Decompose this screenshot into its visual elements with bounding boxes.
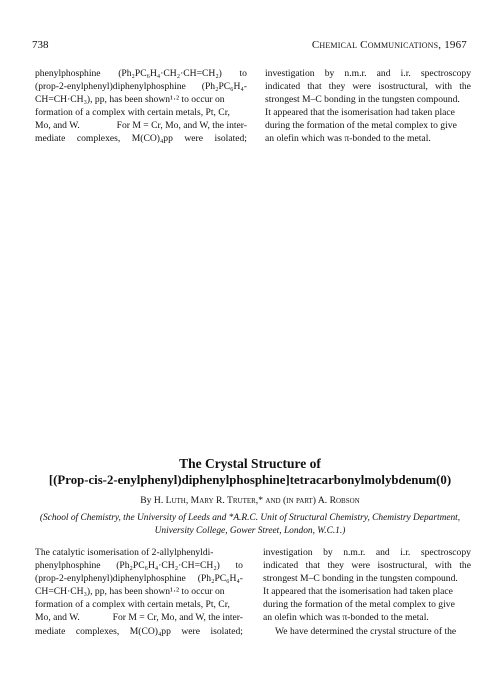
text-line: indicated that they were isostructural, with the <box>263 560 471 572</box>
article-title-line-2: [(Prop-cis-2-enylphenyl)diphenylphosphine]tetracarbonylmolybdenum(0) <box>48 473 452 487</box>
text-line: It appeared that the isomerisation had taken place <box>265 107 455 119</box>
text-line: during the formation of the metal complex to give <box>265 120 457 132</box>
text-line: an olefin which was π-bonded to the metal. <box>263 612 429 624</box>
author-byline <box>0 495 500 506</box>
text-line: strongest M–C bonding in the tungsten compound. <box>265 94 460 106</box>
text-line: indicated that they were isostructural, with the <box>265 81 471 93</box>
text-line: (prop-2-enylphenyl)diphenylphosphine (Ph₂PC₆H₄- <box>35 81 247 93</box>
body-right-column <box>263 546 471 638</box>
text-line: strongest M–C bonding in the tungsten compound. <box>263 573 458 585</box>
affiliation-line-1: (School of Chemistry, the University of Leeds and *A.R.C. Unit of Structural Chemistry, Chemistry Department, <box>39 513 461 523</box>
top-right-text-column <box>265 67 471 146</box>
text-line: phenylphosphine (Ph₂PC₆H₄·CH₂·CH=CH₂) to <box>35 68 247 79</box>
text-line: phenylphosphine (Ph₂PC₆H₄·CH₂·CH=CH₂) to <box>35 560 243 572</box>
text-line: We have determined the crystal structure of the <box>275 625 457 637</box>
text-line: CH=CH·CH₃), pp, has been shown¹·² to occur on <box>35 94 225 106</box>
body-left-column <box>35 546 243 638</box>
text-line: It appeared that the isomerisation had taken place <box>263 586 453 598</box>
author-affiliation <box>28 512 472 538</box>
text-line: (prop-2-enylphenyl)diphenylphosphine (Ph₂PC₆H₄- <box>35 573 243 585</box>
article-title-line-1: The Crystal Structure of <box>179 456 321 471</box>
top-left-text-column <box>35 67 247 146</box>
affiliation-line-2: University College, Gower Street, London, W.C.1.) <box>154 526 346 536</box>
text-line: formation of a complex with certain metals, Pt, Cr, <box>35 107 230 119</box>
text-line: investigation by n.m.r. and i.r. spectroscopy <box>265 68 471 79</box>
text-line: during the formation of the metal complex to give <box>263 599 455 611</box>
text-line: Mo, and W. For M = Cr, Mo, and W, the inter- <box>35 120 247 132</box>
byline-prefix: By <box>140 495 152 506</box>
journal-running-head: Chemical Communications, 1967 <box>311 39 467 51</box>
text-line: formation of a complex with certain metals, Pt, Cr, <box>35 599 230 611</box>
text-line: mediate complexes, M(CO)₄pp were isolated; <box>35 133 247 145</box>
text-line: Mo, and W. For M = Cr, Mo, and W, the inter- <box>35 612 243 624</box>
page-number: 738 <box>32 39 49 51</box>
text-line: CH=CH·CH₃), pp, has been shown¹·² to occur on <box>35 586 225 598</box>
author-names: H. Luth, Mary R. Truter,* and (in part) A. Robson <box>153 495 360 506</box>
text-line: The catalytic isomerisation of 2-allylphenyldi- <box>35 547 214 558</box>
text-line: mediate complexes, M(CO)₄pp were isolated; <box>35 625 243 637</box>
text-line: an olefin which was π-bonded to the metal. <box>265 133 431 145</box>
text-line: investigation by n.m.r. and i.r. spectroscopy <box>263 547 471 558</box>
